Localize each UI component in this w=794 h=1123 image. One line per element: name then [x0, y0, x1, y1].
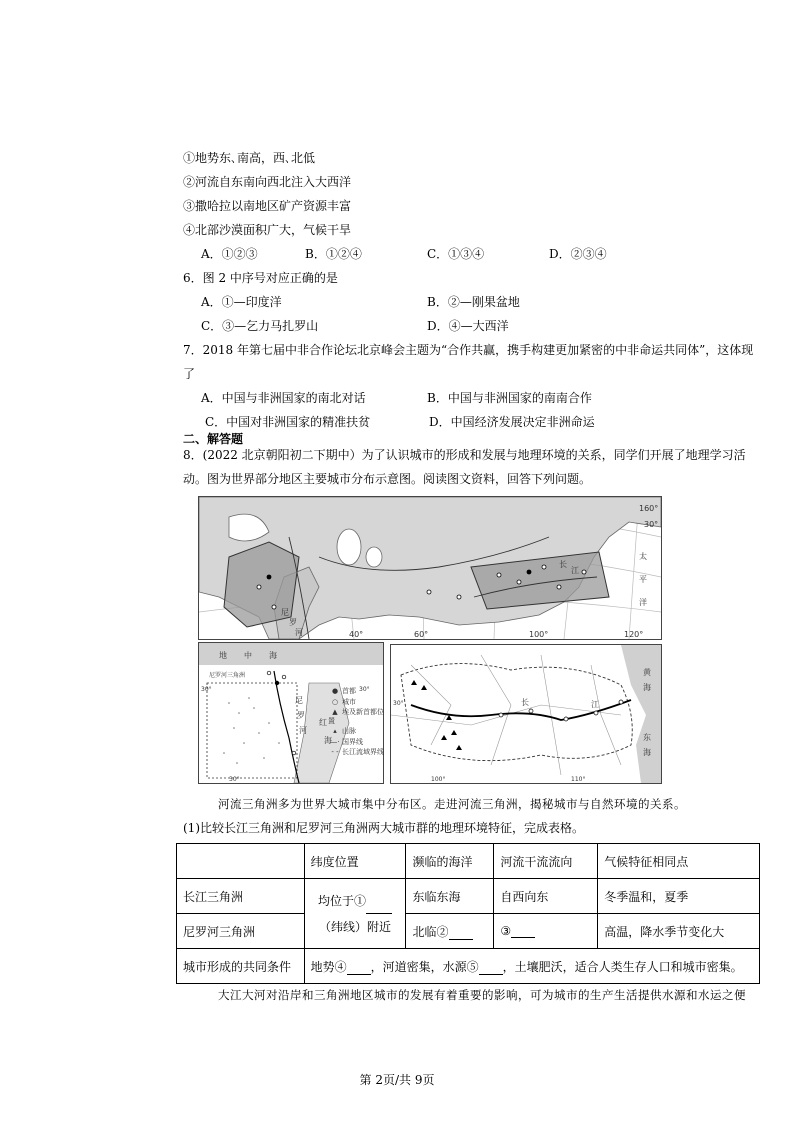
- legend-basin: - - 长江流域界线: [328, 748, 386, 766]
- table-row-common: [177, 949, 760, 984]
- nile-label-luo: 罗: [297, 711, 305, 720]
- map-label-tai: 太: [639, 552, 647, 561]
- blank-1[interactable]: [366, 901, 392, 914]
- comparison-table: [176, 843, 760, 984]
- q5-choice-d: D．②③④: [549, 247, 607, 261]
- page-footer: 第 2页/共 9页: [359, 1073, 435, 1087]
- climate-cell: 高温，降水季节变化大: [598, 914, 760, 949]
- yangtze-basin-map: [390, 644, 662, 784]
- q6-choice-b: B．②—刚果盆地: [427, 295, 520, 309]
- q5-statement-3: ③撒哈拉以南地区矿产资源丰富: [183, 199, 352, 213]
- table-row-yangtze: [177, 879, 760, 914]
- nile-label-hai: 海: [269, 651, 277, 660]
- latitude-cell: [304, 879, 406, 949]
- table-header-row: [177, 844, 760, 879]
- sea-cell: 东临东海: [406, 879, 494, 914]
- triangle-symbol-icon: ▲: [332, 708, 338, 716]
- yz-label-30: 30°: [393, 700, 404, 707]
- blank-3[interactable]: [511, 925, 535, 938]
- yz-label-dong: 东: [643, 733, 651, 742]
- table-header-cell: 纬度位置: [304, 844, 406, 879]
- q7-choice-a: A．中国与非洲国家的南北对话: [201, 391, 366, 405]
- row-label: 城市形成的共同条件: [177, 949, 305, 984]
- map-label-luo: 罗: [289, 618, 297, 627]
- climate-cell: 冬季温和，夏季: [598, 879, 760, 914]
- q7-choice-c: C．中国对非洲国家的精准扶贫: [205, 415, 371, 429]
- yz-label-110: 110°: [571, 776, 586, 783]
- row-label: 尼罗河三角洲: [177, 914, 305, 949]
- map-label-30: 30°: [644, 520, 659, 529]
- mountain-symbol-icon: ▴: [333, 727, 337, 735]
- map-label-ping: 平: [639, 575, 647, 584]
- q7-stem-line2: 了: [183, 367, 196, 381]
- map-label-160: 160°: [639, 504, 659, 513]
- q6-choice-a: A．①—印度洋: [201, 295, 282, 309]
- yz-label-100: 100°: [431, 776, 446, 783]
- nile-label-hai2: 海: [324, 736, 332, 745]
- map-label-120: 120°: [624, 630, 644, 639]
- latitude-text-b: （纬线）附近: [319, 919, 392, 934]
- q8-caption: 河流三角洲多为世界大城市集中分布区。走进河流三角洲，揭秘城市与自然环境的关系。: [218, 797, 686, 811]
- q6-stem: 6．图 2 中序号对应正确的是: [183, 271, 338, 285]
- nile-label-zhong: 中: [244, 651, 252, 660]
- blank-4[interactable]: [347, 962, 371, 975]
- nile-label-hong: 红: [319, 718, 327, 727]
- nile-label-di: 地: [219, 651, 227, 660]
- world-city-map-drawing: [199, 497, 661, 639]
- q5-choice-a: A．①②③: [201, 247, 258, 261]
- yangtze-basin-map-drawing: [391, 645, 661, 783]
- nile-label-30c: 30°: [359, 686, 370, 693]
- legend-mountain: ▴ 山脉: [328, 726, 386, 737]
- nile-label-30b: 30°: [229, 776, 240, 783]
- sea-cell: 北临②: [406, 914, 494, 949]
- q5-statement-1: ①地势东､南高，西､北低: [183, 151, 316, 165]
- q8-paragraph: 大江大河对沿岸和三角洲地区城市的发展有着重要的影响，可为城市的生产生活提供水源和水运之便: [218, 988, 746, 1002]
- table-header-cell: [177, 844, 305, 879]
- q8-stem-line2: 动。图为世界部分地区主要城市分布示意图。阅读图文资料，回答下列问题。: [183, 472, 592, 486]
- q8-subquestion-1: (1)比较长江三角洲和尼罗河三角洲两大城市群的地理环境特征，完成表格。: [183, 821, 585, 835]
- map-legend: [328, 686, 386, 766]
- latitude-text-a: 均位于①: [318, 893, 367, 908]
- table-header-cell: 濒临的海洋: [406, 844, 494, 879]
- row-label: 长江三角洲: [177, 879, 305, 914]
- legend-city: ○ 城市: [328, 697, 386, 708]
- legend-capital: ● 首都: [328, 686, 386, 697]
- blank-5[interactable]: [479, 962, 503, 975]
- q5-statement-4: ④北部沙漠面积广大，气候干旱: [183, 223, 352, 237]
- q5-choice-c: C．①③④: [427, 247, 485, 261]
- legend-new-capital: ▲ 埃及新首都位置: [328, 708, 384, 725]
- nile-label-delta: 尼罗河三角洲: [209, 672, 246, 679]
- yz-label-jiang: 江: [591, 700, 599, 709]
- q5-choice-b: B．①②④: [305, 247, 362, 261]
- q7-choice-b: B．中国与非洲国家的南南合作: [427, 391, 592, 405]
- q7-choice-d: D．中国经济发展决定非洲命运: [429, 415, 595, 429]
- q7-stem-line1: 7．2018 年第七届中非合作论坛北京峰会主题为“合作共赢，携手构建更加紧密的中非命运共同体”，这体现: [183, 343, 754, 357]
- q8-stem-line1: 8．(2022 北京朝阳初二下期中）为了认识城市的形成和发展与地理环境的关系，同学们开展了地理学习活: [183, 448, 746, 462]
- flow-cell: ③: [494, 914, 598, 949]
- blank-2[interactable]: [449, 927, 473, 940]
- flow-cell: 自西向东: [494, 879, 598, 914]
- border-line-icon: —·: [330, 738, 340, 746]
- map-label-jiang: 江: [571, 566, 579, 575]
- yz-label-hai2: 海: [643, 748, 651, 757]
- capital-symbol-icon: ●: [331, 687, 339, 695]
- table-header-cell: 气候特征相同点: [598, 844, 760, 879]
- table-header-cell: 河流干流流向: [494, 844, 598, 879]
- map-label-yang: 洋: [639, 598, 647, 607]
- yz-label-hai1: 海: [643, 683, 651, 692]
- map-label-ni: 尼: [281, 608, 289, 617]
- basin-line-icon: - -: [331, 748, 339, 756]
- table-row-nile: [177, 914, 760, 949]
- yz-label-chang: 长: [521, 698, 529, 707]
- legend-border: —· 国界线: [328, 737, 386, 748]
- map-label-he: 河: [295, 628, 303, 637]
- q5-statement-2: ②河流自东南向西北注入大西洋: [183, 175, 352, 189]
- nile-label-he: 河: [299, 726, 307, 735]
- q6-choice-c: C．③—乞力马扎罗山: [201, 319, 319, 333]
- map-label-40: 40°: [349, 630, 364, 639]
- city-symbol-icon: ○: [331, 698, 339, 706]
- common-conditions-cell: 地势④ ，河道密集，水源⑤ ，土壤肥沃，适合人类生存人口和城市密集。: [304, 949, 759, 984]
- map-label-100: 100°: [529, 630, 549, 639]
- nile-label-ni: 尼: [295, 696, 303, 705]
- map-label-60: 60°: [414, 630, 429, 639]
- world-city-map: [198, 496, 662, 640]
- map-label-chang: 长: [559, 560, 567, 569]
- section-title: 二、解答题: [183, 432, 244, 446]
- yz-label-huang: 黄: [643, 668, 651, 677]
- nile-label-30a: 30°: [201, 686, 212, 693]
- q6-choice-d: D．④—大西洋: [427, 319, 509, 333]
